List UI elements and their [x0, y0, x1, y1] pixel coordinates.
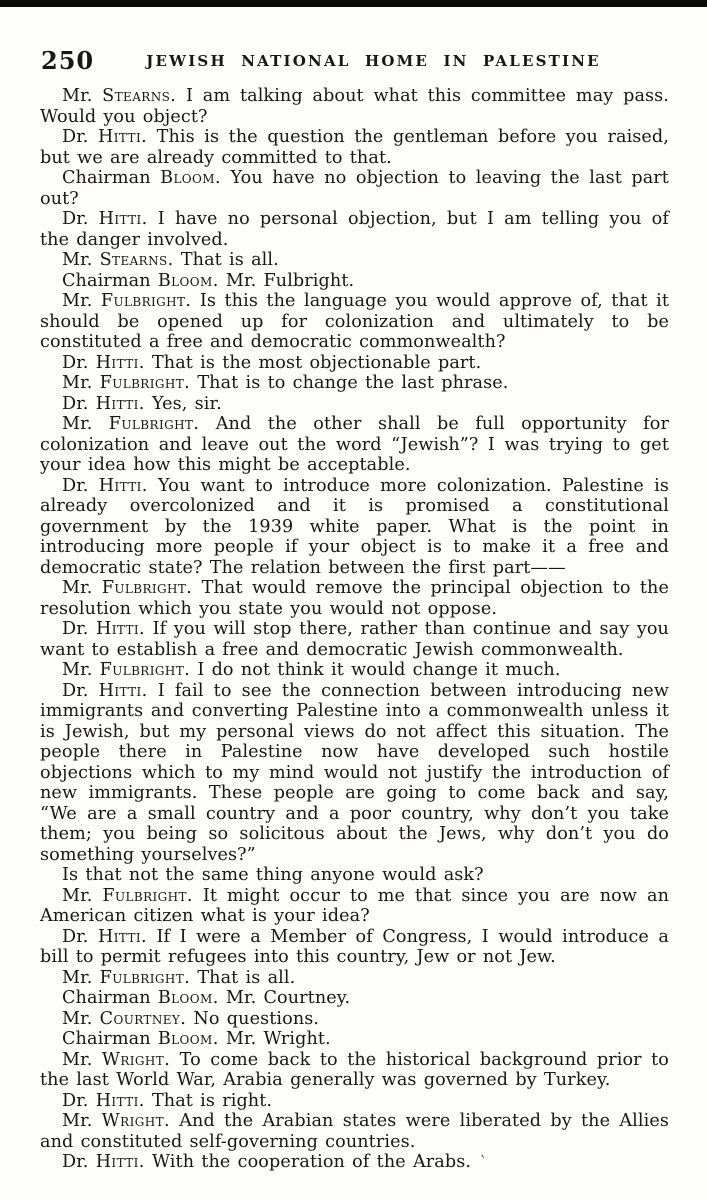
speaker-name: Hitti. [95, 393, 145, 414]
scan-speck-artifact: ` [477, 1152, 488, 1172]
speech-text: And the other shall be full opportunity for colonization and leave out the word “Jewish”? I was trying to get your idea how this might be acceptable. [40, 414, 669, 475]
speaker-name: Fulbright. [99, 967, 191, 988]
speaker-name: Hitti. [98, 680, 148, 701]
speech-text: Is that not the same thing anyone would ask? [62, 865, 484, 885]
speech-text: It might occur to me that since you are now an American citizen what is your idea? [40, 885, 669, 926]
speaker-name: Hitti. [98, 209, 148, 229]
speech-text: That would remove the principal objection to the resolution which you state you would not oppose. [40, 578, 669, 619]
dialogue-paragraph [40, 988, 669, 1009]
speaker-prefix: Dr. [62, 209, 89, 229]
speaker-prefix: Mr. [62, 86, 93, 106]
speech-text: That is the most objectionable part. [151, 352, 482, 373]
speaker-prefix: Dr. [62, 475, 89, 496]
dialogue-paragraph [40, 271, 669, 292]
speaker-prefix: Mr. [62, 373, 93, 393]
speaker-name: Bloom. [157, 988, 219, 1008]
speaker-prefix: Mr. [62, 885, 93, 906]
dialogue-paragraph [40, 619, 669, 660]
speaker-name: Stearns. [102, 86, 177, 106]
speech-text: If I were a Member of Congress, I would introduce a bill to permit refugees into this country, Jew or not Jew. [40, 926, 669, 967]
dialogue-paragraph [40, 1009, 669, 1030]
speaker-name: Hitti. [98, 127, 148, 147]
speaker-prefix: Dr. [62, 1152, 89, 1172]
speaker-prefix: Dr. [62, 127, 89, 147]
speech-text: I have no personal objection, but I am telling you of the danger involved. [40, 209, 669, 250]
speaker-name: Stearns. [99, 250, 174, 270]
speech-text: That is all. [180, 250, 279, 270]
speech-text: That is right. [151, 1090, 273, 1111]
dialogue-paragraph [40, 578, 669, 619]
dialogue-paragraph [40, 681, 669, 866]
speaker-prefix: Mr. [62, 414, 93, 434]
dialogue-paragraph [40, 250, 669, 271]
dialogue-paragraph [40, 886, 669, 927]
speaker-name: Hitti. [95, 1090, 145, 1111]
speaker-prefix: Chairman [62, 988, 151, 1008]
speaker-name: Hitti. [95, 1152, 145, 1172]
speech-text: You want to introduce more colonization. Palestine is already overcolonized and it is promised a constitutional government by the 1939 white paper. What is the point in introducing more people if your object is to make it a free and democratic state? The relation between the first part—— [40, 475, 669, 578]
speaker-prefix: Mr. [62, 1008, 93, 1029]
speaker-prefix: Mr. [62, 967, 93, 988]
dialogue-paragraph [40, 394, 669, 415]
dialogue-paragraph [40, 1111, 669, 1152]
scan-edge-artifact [0, 0, 707, 7]
dialogue-paragraph [40, 660, 669, 681]
dialogue-paragraph [40, 968, 669, 989]
speaker-name: Bloom. [160, 168, 221, 188]
speaker-prefix: Chairman [62, 1029, 151, 1049]
dialogue-paragraph [40, 1029, 669, 1050]
dialogue-paragraph [40, 86, 669, 127]
speech-text: I do not think it would change it much. [197, 660, 561, 680]
speech-text: I am talking about what this committee may pass. Would you object? [40, 86, 669, 127]
running-title: JEWISH NATIONAL HOME IN PALESTINE [146, 52, 601, 70]
speaker-name: Fulbright. [101, 578, 193, 598]
speech-text: If you will stop there, rather than continue and say you want to establish a free and democratic Jewish commonwealth. [40, 619, 669, 660]
dialogue-paragraph [40, 1152, 669, 1173]
dialogue-paragraph [40, 1050, 669, 1091]
dialogue-paragraph [40, 168, 669, 209]
speaker-name: Fulbright. [100, 291, 192, 311]
dialogue-paragraph [40, 373, 669, 394]
speaker-name: Courtney. [99, 1008, 187, 1029]
speaker-name: Wright. [101, 1049, 171, 1070]
speaker-prefix: Mr. [62, 1111, 93, 1131]
speech-text: Mr. Courtney. [225, 988, 351, 1008]
speaker-prefix: Chairman [62, 168, 151, 188]
speech-text: Is this the language you would approve of, that it should be opened up for colonization and ultimately to be constituted a free and democratic commonwealth? [40, 291, 669, 352]
speaker-name: Fulbright. [102, 885, 193, 906]
speaker-prefix: Dr. [62, 926, 89, 947]
dialogue-paragraph [40, 414, 669, 476]
speech-text: That is all. [197, 967, 296, 988]
speech-text: That is to change the last phrase. [197, 373, 509, 393]
speaker-prefix: Mr. [62, 250, 93, 270]
speech-text: Yes, sir. [151, 393, 222, 414]
dialogue-paragraph [40, 865, 669, 886]
speech-text: With the cooperation of the Arabs. [151, 1152, 472, 1172]
page-header [0, 46, 707, 76]
speaker-prefix: Mr. [62, 578, 93, 598]
speaker-name: Hitti. [95, 352, 145, 373]
speech-text: And the Arabian states were liberated by the Allies and constituted self-governing countries. [40, 1111, 669, 1152]
speaker-name: Hitti. [96, 619, 146, 639]
dialogue-paragraph [40, 1091, 669, 1112]
speaker-prefix: Mr. [62, 660, 93, 680]
speech-text: Mr. Wright. [225, 1029, 331, 1049]
speaker-prefix: Dr. [62, 1090, 89, 1111]
page-number: 250 [41, 46, 95, 75]
speaker-prefix: Chairman [62, 270, 151, 291]
speaker-prefix: Dr. [62, 393, 89, 414]
dialogue-paragraph [40, 209, 669, 250]
speech-text: To come back to the historical background prior to the last World War, Arabia generally was governed by Turkey. [40, 1049, 669, 1090]
page-body [40, 86, 669, 1173]
speaker-prefix: Mr. [62, 1049, 93, 1070]
speaker-prefix: Dr. [62, 619, 89, 639]
speaker-name: Hitti. [98, 475, 148, 496]
speaker-name: Bloom. [157, 1029, 219, 1049]
speaker-name: Fulbright. [108, 414, 200, 434]
dialogue-paragraph [40, 927, 669, 968]
speech-text: You have no objection to leaving the last part out? [40, 168, 669, 209]
speech-text: This is the question the gentleman before you raised, but we are already committed to that. [40, 127, 669, 168]
dialogue-paragraph [40, 127, 669, 168]
dialogue-paragraph [40, 291, 669, 353]
speech-text: I fail to see the connection between introducing new immigrants and converting Palestine into a commonwealth unless it is Jewish, but my personal views do not affect this situation. The people there in Palestine now have developed such hostile objections which to my mind would not justify the introduction of new immigrants. These people are going to come back and say, “We are a small country and a poor country, why don’t you take them; you being so solicitous about the Jews, why don’t you do something yourselves?” [40, 680, 669, 865]
speech-text: Mr. Fulbright. [225, 270, 355, 291]
speaker-name: Wright. [101, 1111, 170, 1131]
speaker-prefix: Dr. [62, 352, 89, 373]
speaker-prefix: Dr. [62, 680, 89, 701]
dialogue-paragraph [40, 353, 669, 374]
speaker-name: Hitti. [97, 926, 147, 947]
speaker-name: Fulbright. [99, 373, 191, 393]
dialogue-paragraph [40, 476, 669, 579]
speaker-name: Bloom. [157, 270, 219, 291]
speaker-name: Fulbright. [99, 660, 191, 680]
speech-text: No questions. [193, 1008, 320, 1029]
speaker-prefix: Mr. [62, 291, 93, 311]
